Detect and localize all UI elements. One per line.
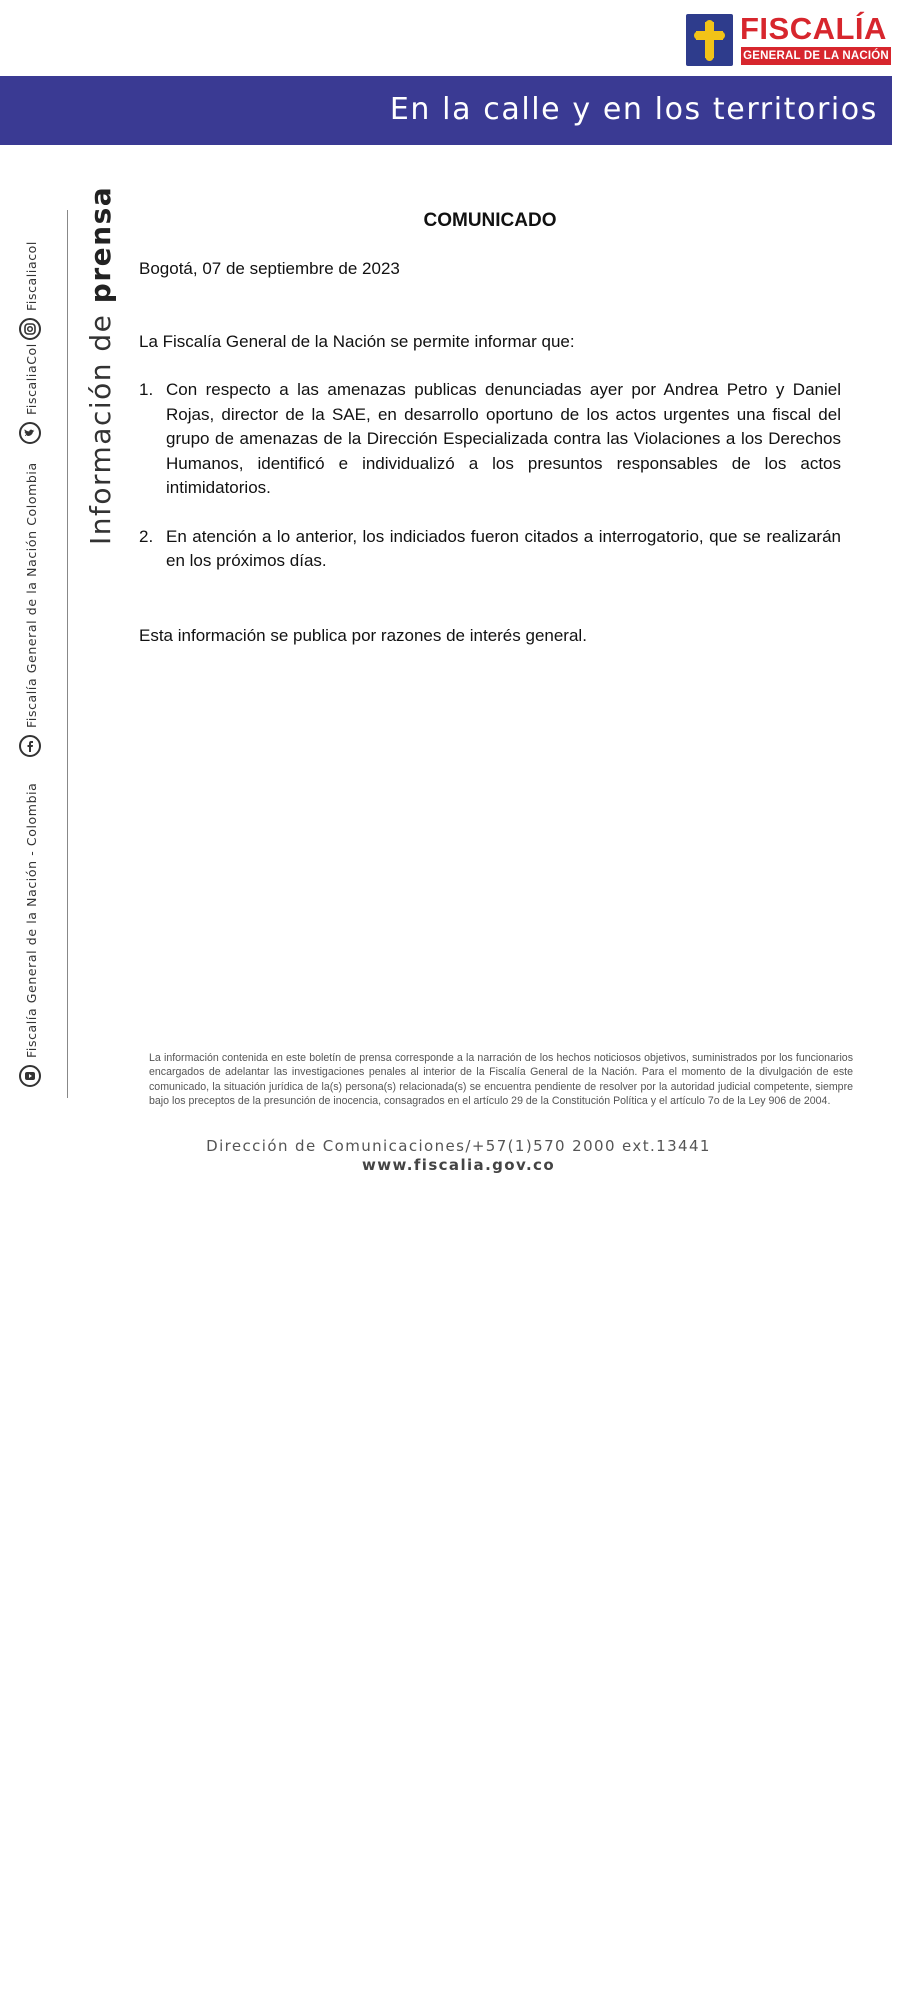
- closing-paragraph: Esta información se publica por razones de interés general.: [139, 626, 587, 645]
- slogan-banner: [0, 76, 892, 145]
- facebook-icon: [19, 735, 41, 757]
- statement-list: [139, 378, 841, 598]
- social-strip: [18, 241, 48, 1992]
- list-item: [139, 525, 841, 574]
- logo-subtitle: GENERAL DE LA NACIÓN: [741, 47, 891, 65]
- press-info-label: Información de prensa: [84, 185, 117, 545]
- list-item-text: Con respecto a las amenazas publicas denunciadas ayer por Andrea Petro y Daniel Rojas, director de la SAE, en desarrollo oportuno de los actos urgentes una fiscal del grupo de amenazas de la Dirección Especializada contra las Violaciones a los Derechos Humanos, identificó e individualizó a los presuntos responsables de los actos intimidatorios.: [166, 380, 841, 497]
- list-item-number: 2.: [139, 526, 154, 546]
- legal-disclaimer: La información contenida en este boletín de prensa corresponde a la narración de los hechos noticiosos objetivos, suministrados por los funcionarios encargados de adelantar las investigaciones penales al interior de la Fiscalía General de la Nación. Para el momento de la divulgación de este comunicado, la situación jurídica de la(s) persona(s) relacionada(s) se encuentra pendiente de resolver por la autoridad judicial competente, siempre bajo los preceptos de la presunción de inocencia, consagrados en el artículo 29 de la Constitución Política y el artículo 7o de la Ley 906 de 2004.: [149, 1052, 853, 1108]
- list-item-text: En atención a lo anterior, los indiciados fueron citados a interrogatorio, que se realizarán en los próximos días.: [166, 526, 841, 570]
- fiscalia-logo: [686, 11, 892, 68]
- sidebar-divider: [67, 210, 68, 1098]
- document-date: Bogotá, 07 de septiembre de 2023: [139, 259, 400, 278]
- website-link[interactable]: www.fiscalia.gov.co: [361, 1156, 556, 1174]
- cross-shield-icon: [686, 14, 733, 66]
- document-title: COMUNICADO: [423, 210, 557, 231]
- social-label-twitter: FiscaliaCol: [24, 343, 39, 415]
- instagram-icon: [19, 318, 41, 340]
- twitter-icon: [19, 422, 41, 444]
- social-label-instagram: Fiscaliacol: [24, 241, 39, 311]
- youtube-icon: [19, 1065, 41, 1087]
- social-label-facebook: Fiscalía General de la Nación Colombia: [24, 462, 39, 728]
- list-item-number: 1.: [139, 380, 154, 399]
- logo-wordmark: FISCALÍA: [740, 11, 887, 46]
- contact-line: Dirección de Comunicaciones/+57(1)570 2000 ext.13441: [206, 1137, 711, 1155]
- social-label-youtube: Fiscalía General de la Nación - Colombia: [24, 782, 39, 1058]
- list-item: [139, 378, 841, 501]
- intro-paragraph: La Fiscalía General de la Nación se permite informar que:: [139, 332, 575, 351]
- banner-slogan: En la calle y en los territorios: [389, 92, 878, 127]
